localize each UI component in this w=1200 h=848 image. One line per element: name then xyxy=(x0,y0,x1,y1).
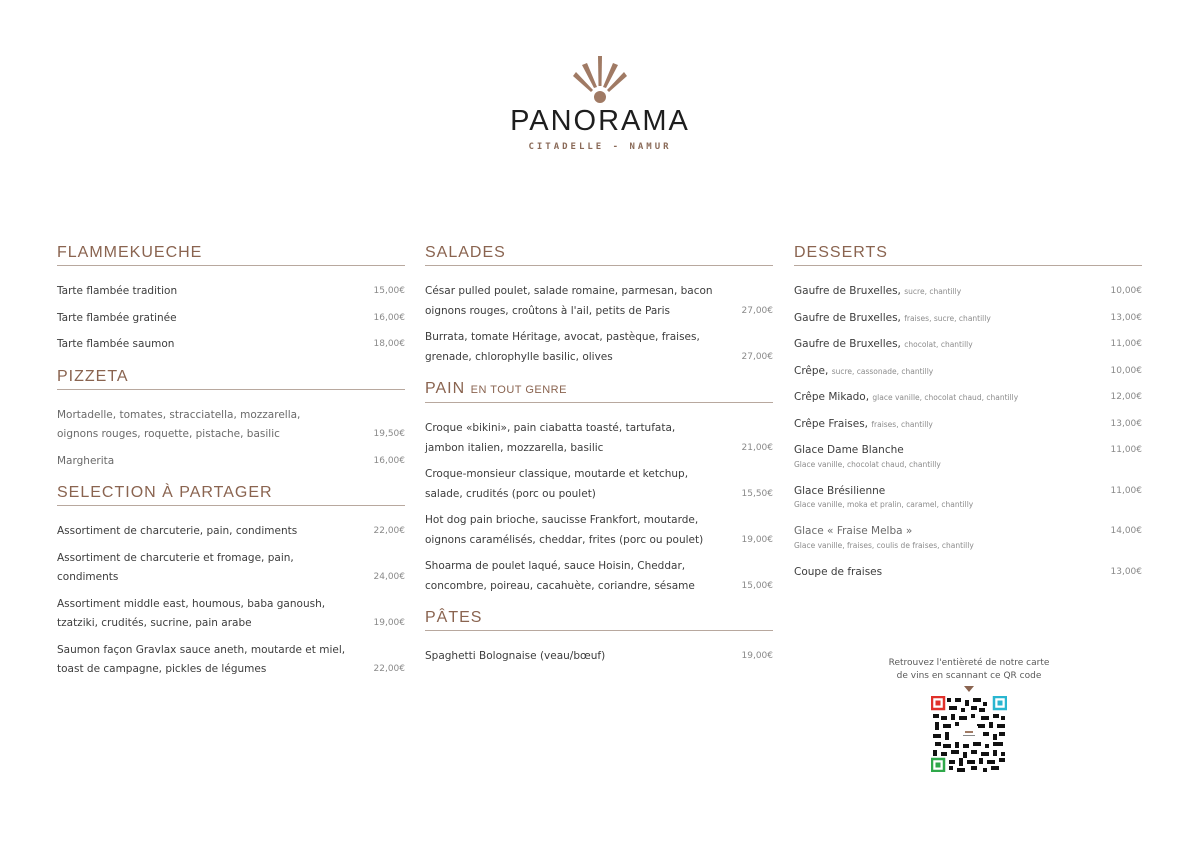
section-flammekueche xyxy=(57,244,405,355)
menu-item xyxy=(57,641,405,680)
menu-item xyxy=(57,335,405,355)
menu-item xyxy=(425,419,773,458)
item-name: Burrata, tomate Héritage, avocat, pastèque, fraises, grenade, chlorophylle basilic, olives xyxy=(425,331,700,363)
section-title: PIZZETA xyxy=(57,368,405,390)
item-description: Glace vanille, chocolat chaud, chantilly xyxy=(794,459,941,469)
menu-item xyxy=(794,335,1142,355)
item-price: 13,00€ xyxy=(1110,418,1142,429)
menu-item xyxy=(57,282,405,302)
section-pain xyxy=(425,380,773,596)
logo xyxy=(0,56,1200,152)
qr-code-icon[interactable] xyxy=(931,696,1007,772)
section-desserts xyxy=(794,244,1142,582)
item-name: Tarte flambée gratinée xyxy=(57,311,177,324)
section-title: DESSERTS xyxy=(794,244,1142,266)
item-price: 10,00€ xyxy=(1110,286,1142,296)
item-name: Glace Dame Blanche xyxy=(794,444,904,456)
item-name: Croque «bikini», pain ciabatta toasté, tartufata, jambon italien, mozzarella, basilic xyxy=(425,422,676,454)
item-name: Assortiment middle east, houmous, baba ganoush, tzatziki, crudités, sucrine, pain arabe xyxy=(57,597,326,629)
menu-item xyxy=(57,452,405,472)
item-price: 22,00€ xyxy=(373,526,405,536)
menu-item xyxy=(57,549,405,588)
item-price: 24,00€ xyxy=(373,572,405,582)
item-name: Assortiment de charcuterie, pain, condiments xyxy=(57,525,298,537)
section-title: SALADES xyxy=(425,244,773,266)
item-name: Hot dog pain brioche, saucisse Frankfort, moutarde, oignons caramélisés, cheddar, frites (porc ou poulet) xyxy=(425,514,704,546)
menu-item xyxy=(425,511,773,550)
item-price: 16,00€ xyxy=(373,455,405,466)
item-name: Coupe de fraises xyxy=(794,565,883,578)
item-price: 27,00€ xyxy=(741,351,773,362)
brand-name: PANORAMA xyxy=(510,105,690,137)
item-price: 13,00€ xyxy=(1110,312,1142,323)
item-name: Mortadelle, tomates, stracciatella, mozzarella, oignons rouges, roquette, pistache, basilic xyxy=(57,408,301,440)
item-name: Spaghetti Bolognaise (veau/bœuf) xyxy=(425,650,606,662)
item-price: 12,00€ xyxy=(1110,392,1142,402)
menu-item xyxy=(425,465,773,504)
item-price: 18,00€ xyxy=(373,339,405,349)
item-price: 11,00€ xyxy=(1110,339,1142,349)
qr-caption: Retrouvez l'entièreté de notre carte de vins en scannant ce QR code xyxy=(888,658,1050,681)
item-name: Glace « Fraise Melba » xyxy=(794,525,913,537)
menu-item xyxy=(425,282,773,321)
item-price: 11,00€ xyxy=(1110,445,1142,455)
sunburst-icon xyxy=(570,56,630,104)
down-arrow-icon xyxy=(964,686,974,692)
menu-item xyxy=(794,309,1142,329)
item-price: 19,00€ xyxy=(741,651,773,661)
menu-column-2 xyxy=(425,244,773,674)
item-name: Crêpe, sucre, cassonade, chantilly xyxy=(794,364,934,377)
item-price: 13,00€ xyxy=(1110,566,1142,577)
item-price: 11,00€ xyxy=(1110,485,1142,496)
menu-item xyxy=(57,522,405,542)
item-description: Glace vanille, moka et pralin, caramel, chantilly xyxy=(794,500,974,509)
section-pizzeta xyxy=(57,368,405,472)
wine-qr-section xyxy=(860,657,1078,772)
menu-item xyxy=(794,415,1142,435)
item-price: 19,00€ xyxy=(741,534,773,545)
brand-subtitle: CITADELLE - NAMUR xyxy=(528,142,672,152)
item-price: 10,00€ xyxy=(1110,365,1142,376)
menu-item xyxy=(794,362,1142,382)
section-title: PÂTES xyxy=(425,609,773,631)
item-price: 19,50€ xyxy=(373,429,405,439)
item-name: Gaufre de Bruxelles, sucre, chantilly xyxy=(794,285,962,297)
section-pates xyxy=(425,609,773,667)
item-price: 16,00€ xyxy=(373,312,405,323)
menu-item xyxy=(425,647,773,667)
item-name: Crêpe Mikado, glace vanille, chocolat chaud, chantilly xyxy=(794,391,1019,403)
section-title: SELECTION À PARTAGER xyxy=(57,484,405,506)
menu-item xyxy=(794,563,1142,583)
section-salades xyxy=(425,244,773,367)
menu-item xyxy=(57,406,405,445)
menu-item xyxy=(57,595,405,634)
menu-item xyxy=(425,328,773,367)
item-name: Shoarma de poulet laqué, sauce Hoisin, Cheddar, concombre, poireau, cacahuète, coriandre, sésame xyxy=(425,560,695,592)
item-price: 27,00€ xyxy=(741,305,773,316)
menu-column-1 xyxy=(57,244,405,687)
item-price: 14,00€ xyxy=(1110,526,1142,536)
item-price: 15,50€ xyxy=(741,488,773,499)
menu-item xyxy=(794,282,1142,302)
item-description: Glace vanille, fraises, coulis de fraises, chantilly xyxy=(794,540,974,550)
section-title: FLAMMEKUECHE xyxy=(57,244,405,266)
menu-item xyxy=(794,388,1142,408)
item-name: Tarte flambée tradition xyxy=(57,285,178,297)
item-name: Crêpe Fraises, fraises, chantilly xyxy=(794,417,933,430)
menu-column-3 xyxy=(794,244,1142,589)
item-price: 19,00€ xyxy=(373,618,405,628)
item-name: Gaufre de Bruxelles, chocolat, chantilly xyxy=(794,338,973,350)
section-title: PAIN EN TOUT GENRE xyxy=(425,380,773,403)
item-name: Tarte flambée saumon xyxy=(57,338,175,350)
item-name: Gaufre de Bruxelles, fraises, sucre, chantilly xyxy=(794,311,991,324)
item-price: 22,00€ xyxy=(373,664,405,674)
section-selection-a-partager xyxy=(57,484,405,680)
item-name: Margherita xyxy=(57,454,115,467)
item-price: 21,00€ xyxy=(741,442,773,453)
item-price: 15,00€ xyxy=(741,580,773,591)
item-name: César pulled poulet, salade romaine, parmesan, bacon oignons rouges, croûtons à l'ail, petits de Paris xyxy=(425,285,713,317)
menu-item xyxy=(57,309,405,329)
item-name: Assortiment de charcuterie et fromage, pain, condiments xyxy=(57,551,294,583)
item-name: Saumon façon Gravlax sauce aneth, moutarde et miel, toast de campagne, pickles de légumes xyxy=(57,643,346,675)
item-price: 15,00€ xyxy=(373,286,405,296)
menu-item xyxy=(425,557,773,596)
item-name: Croque-monsieur classique, moutarde et ketchup, salade, crudités (porc ou poulet) xyxy=(425,468,689,500)
item-name: Glace Brésilienne xyxy=(794,484,886,497)
